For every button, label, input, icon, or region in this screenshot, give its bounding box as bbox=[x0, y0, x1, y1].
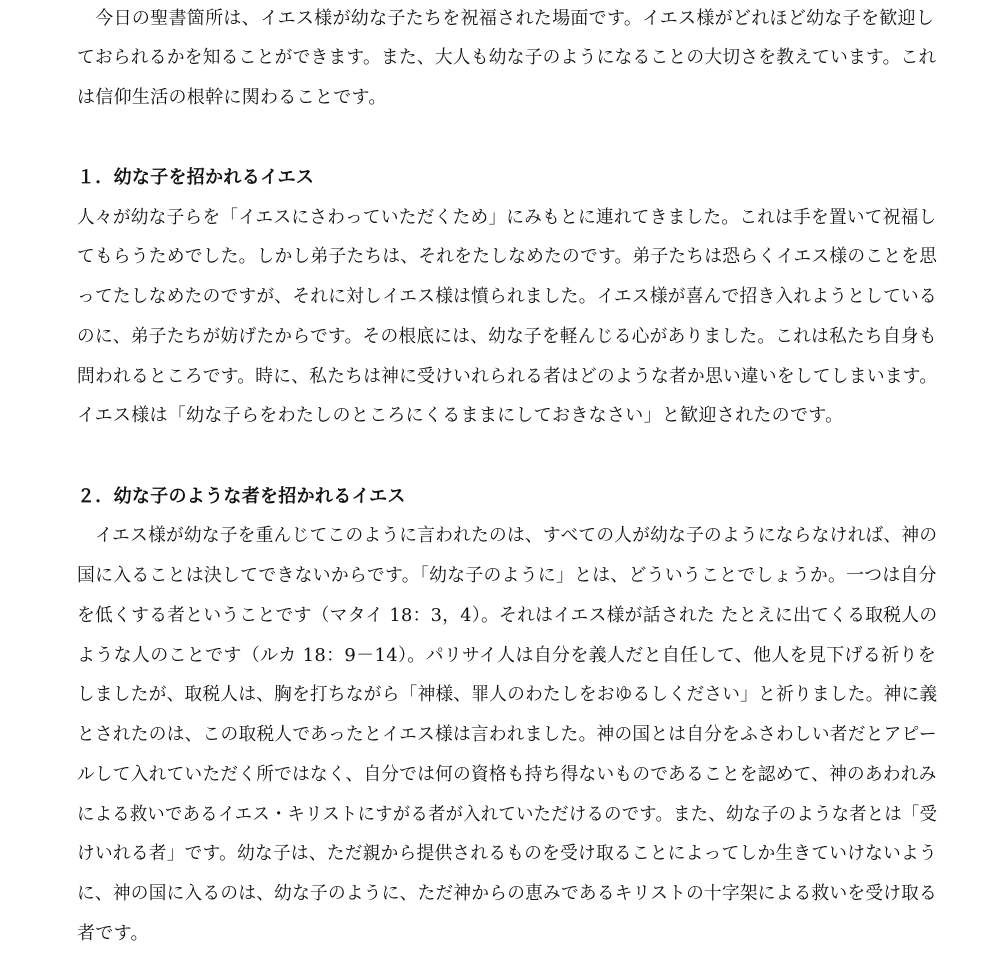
intro-line-3: は信仰生活の根幹に関わることです。 bbox=[77, 87, 387, 108]
section1-line-1: 人々が幼な子らを「イエスにさわっていただくため」にみもとに連れてきました。これは手を置いて祝福し bbox=[77, 207, 937, 228]
section1-line-6: イエス様は「幼な子らをわたしのところにくるままにしておきなさい」と歓迎されたのです。 bbox=[77, 405, 844, 426]
section2-line-8: による救いであるイエス・キリストにすがる者が入れていただけるのです。また、幼な子のような者とは「受 bbox=[77, 804, 938, 825]
intro-line-1: 今日の聖書箇所は、イエス様が幼な子たちを祝福された場面です。イエス様がどれほど幼な子を歓迎し bbox=[77, 8, 935, 29]
section1-line-2: てもらうためでした。しかし弟子たちは、それをたしなめたのです。弟子たちは恐らくイエス様のことを思 bbox=[77, 246, 938, 267]
section1-heading: １．幼な子を招かれるイエス bbox=[77, 167, 315, 188]
intro-line-2: ておられるかを知ることができます。また、大人も幼な子のようになることの大切さを教えています。これ bbox=[77, 47, 937, 68]
section1-line-5: 問われるところです。時に、私たちは神に受けいれられる者はどのような者か思い違いをしてしまいます。 bbox=[77, 366, 938, 387]
section2-line-1: イエス様が幼な子を重んじてこのように言われたのは、すべての人が幼な子のようにならなければ、神の bbox=[77, 525, 938, 546]
section2-line-5: しましたが、取税人は、胸を打ちながら「神様、罪人のわたしをおゆるしください」と祈りました。神に義 bbox=[77, 684, 938, 705]
section2-line-6: とされたのは、この取税人であったとイエス様は言われました。神の国とは自分をふさわしい者だとアピー bbox=[77, 724, 937, 745]
section2-line-7: ルして入れていただく所ではなく、自分では何の資格も持ち得ないものであることを認めて、神のあわれみ bbox=[77, 764, 937, 785]
section2-heading: ２．幼な子のような者を招かれるイエス bbox=[77, 486, 406, 507]
section1-line-4: のに、弟子たちが妨げたからです。その根底には、幼な子を軽んじる心がありました。これは私たち自身も bbox=[77, 326, 937, 347]
section2-line-3: を低くする者ということです（マタイ 18：3，4）。それはイエス様が話された たとえに出てくる取税人の bbox=[77, 605, 938, 626]
section2-line-4: ような人のことです（ルカ 18：9－14）。パリサイ人は自分を義人だと自任して、他人を見下げる祈りを bbox=[77, 645, 936, 666]
section2-line-9: けいれる者」です。幼な子は、ただ親から提供されるものを受け取ることによってしか生きていけないよう bbox=[77, 843, 937, 864]
section2-line-11: 者です。 bbox=[77, 923, 149, 944]
section2-line-2: 国に入ることは決してできないからです。「幼な子のように」とは、どういうことでしょうか。一つは自分 bbox=[77, 565, 937, 586]
section2-line-10: に、神の国に入るのは、幼な子のように、ただ神からの恵みであるキリストの十字架による救いを受け取る bbox=[77, 883, 938, 904]
section1-line-3: ってたしなめたのですが、それに対しイエス様は憤られました。イエス様が喜んで招き入れようとしている bbox=[77, 286, 937, 307]
